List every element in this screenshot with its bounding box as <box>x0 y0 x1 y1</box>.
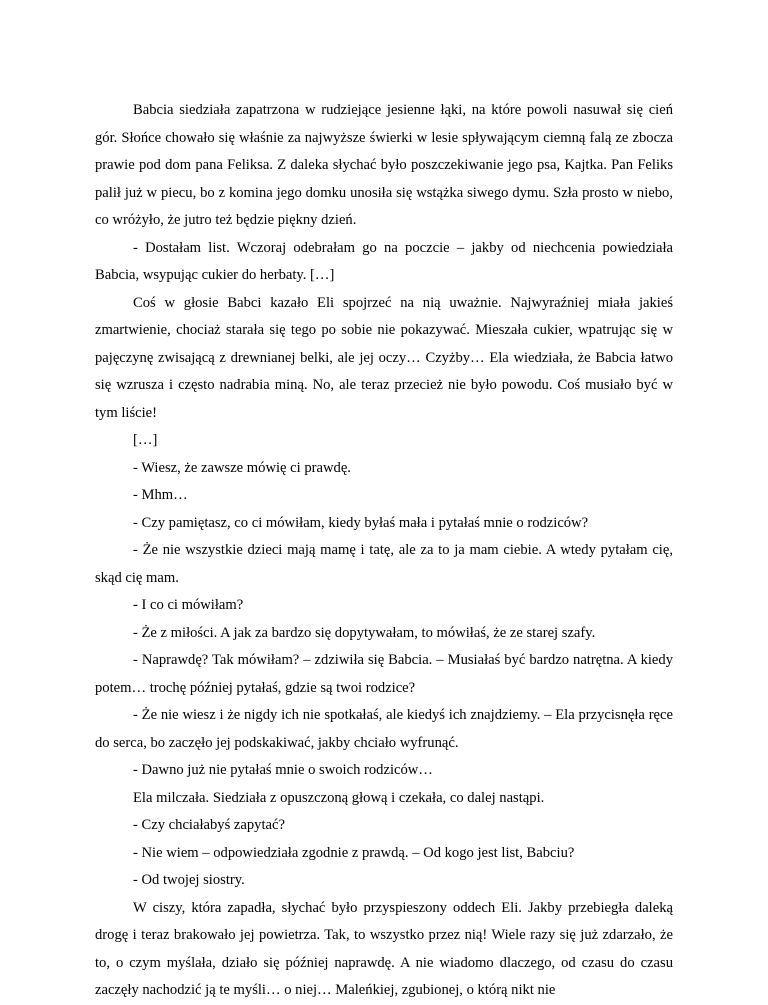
paragraph-silence: W ciszy, która zapadła, słychać było przyspieszony oddech Eli. Jakby przebiegła daleką drogę i teraz brakowało jej powietrza. Tak, to wszystko przez nią! Wiele razy się już zdarzało, że to, o czym myślała, działo się później naprawdę. A nie wiadomo dlaczego, od czasu do czasu zaczęły nachodzić ją te myśli… o niej… Maleńkiej, zgubionej, o którą nikt nie <box>95 899 673 998</box>
dialogue-line: - I co ci mówiłam? <box>133 597 244 613</box>
dialogue-line: - Od twojej siostry. <box>133 872 245 888</box>
story-text <box>95 97 673 1005</box>
dialogue-line: - Czy pamiętasz, co ci mówiłam, kiedy byłaś mała i pytałaś mnie o rodziców? <box>133 514 589 531</box>
dialogue-line: - Że z miłości. A jak za bardzo się dopytywałam, to mówiłaś, że ze starej szafy. <box>133 624 596 641</box>
paragraph-worry: Coś w głosie Babci kazało Eli spojrzeć na nią uważnie. Najwyraźniej miała jakieś zmartwienie, chociaż starała się tego po sobie nie pokazywać. Mieszała cukier, wpatrując się w pajęczynę zwisającą z drewnianej belki, ale jej oczy… Czyżby… Ela wiedziała, że Babcia łatwo się wzrusza i często nadrabia miną. No, ale teraz przecież nie było powodu. Coś musiało być w tym liście! <box>95 294 673 421</box>
paragraph-letter: - Dostałam list. Wczoraj odebrałam go na poczcie – jakby od niechcenia powiedziała Babcia, wsypując cukier do herbaty. […] <box>95 239 673 283</box>
dialogue-line: - Nie wiem – odpowiedziała zgodnie z prawdą. – Od kogo jest list, Babciu? <box>133 844 575 861</box>
dialogue-line: - Naprawdę? Tak mówiłam? – zdziwiła się Babcia. – Musiałaś być bardzo natrętna. A kiedy potem… trochę później pytałaś, gdzie są twoi rodzice? <box>95 652 673 696</box>
dialogue-line: - Mhm… <box>133 487 188 503</box>
dialogue-line: - Wiesz, że zawsze mówię ci prawdę. <box>133 459 351 476</box>
dialogue-line: - Że nie wiesz i że nigdy ich nie spotkałaś, ale kiedyś ich znajdziemy. – Ela przycisnęła ręce do serca, bo zaczęło jej podskakiwać, jakby chciało wyfrunąć. <box>95 707 673 751</box>
dialogue-line: - Czy chciałabyś zapytać? <box>133 817 285 833</box>
dialogue-line: - Dawno już nie pytałaś mnie o swoich rodziców… <box>133 762 433 778</box>
paragraph-intro: Babcia siedziała zapatrzona w rudziejące jesienne łąki, na które powoli nasuwał się cień gór. Słońce chowało się właśnie za najwyższe świerki w lesie spływającym ciemną falą ze zbocza prawie pod dom pana Feliksa. Z daleka słychać było poszczekiwanie jego psa, Kajtka. Pan Feliks palił już w piecu, bo z komina jego domku unosiła się wstążka siwego dymu. Szła prosto w niebo, co wróżyło, że jutro też będzie piękny dzień. <box>95 102 673 228</box>
paragraph-ellipsis: […] <box>133 432 158 448</box>
narration-line: Ela milczała. Siedziała z opuszczoną głową i czekała, co dalej nastąpi. <box>133 789 545 806</box>
dialogue-line: - Że nie wszystkie dzieci mają mamę i tatę, ale za to ja mam ciebie. A wtedy pytałam cię, skąd cię mam. <box>95 542 673 586</box>
